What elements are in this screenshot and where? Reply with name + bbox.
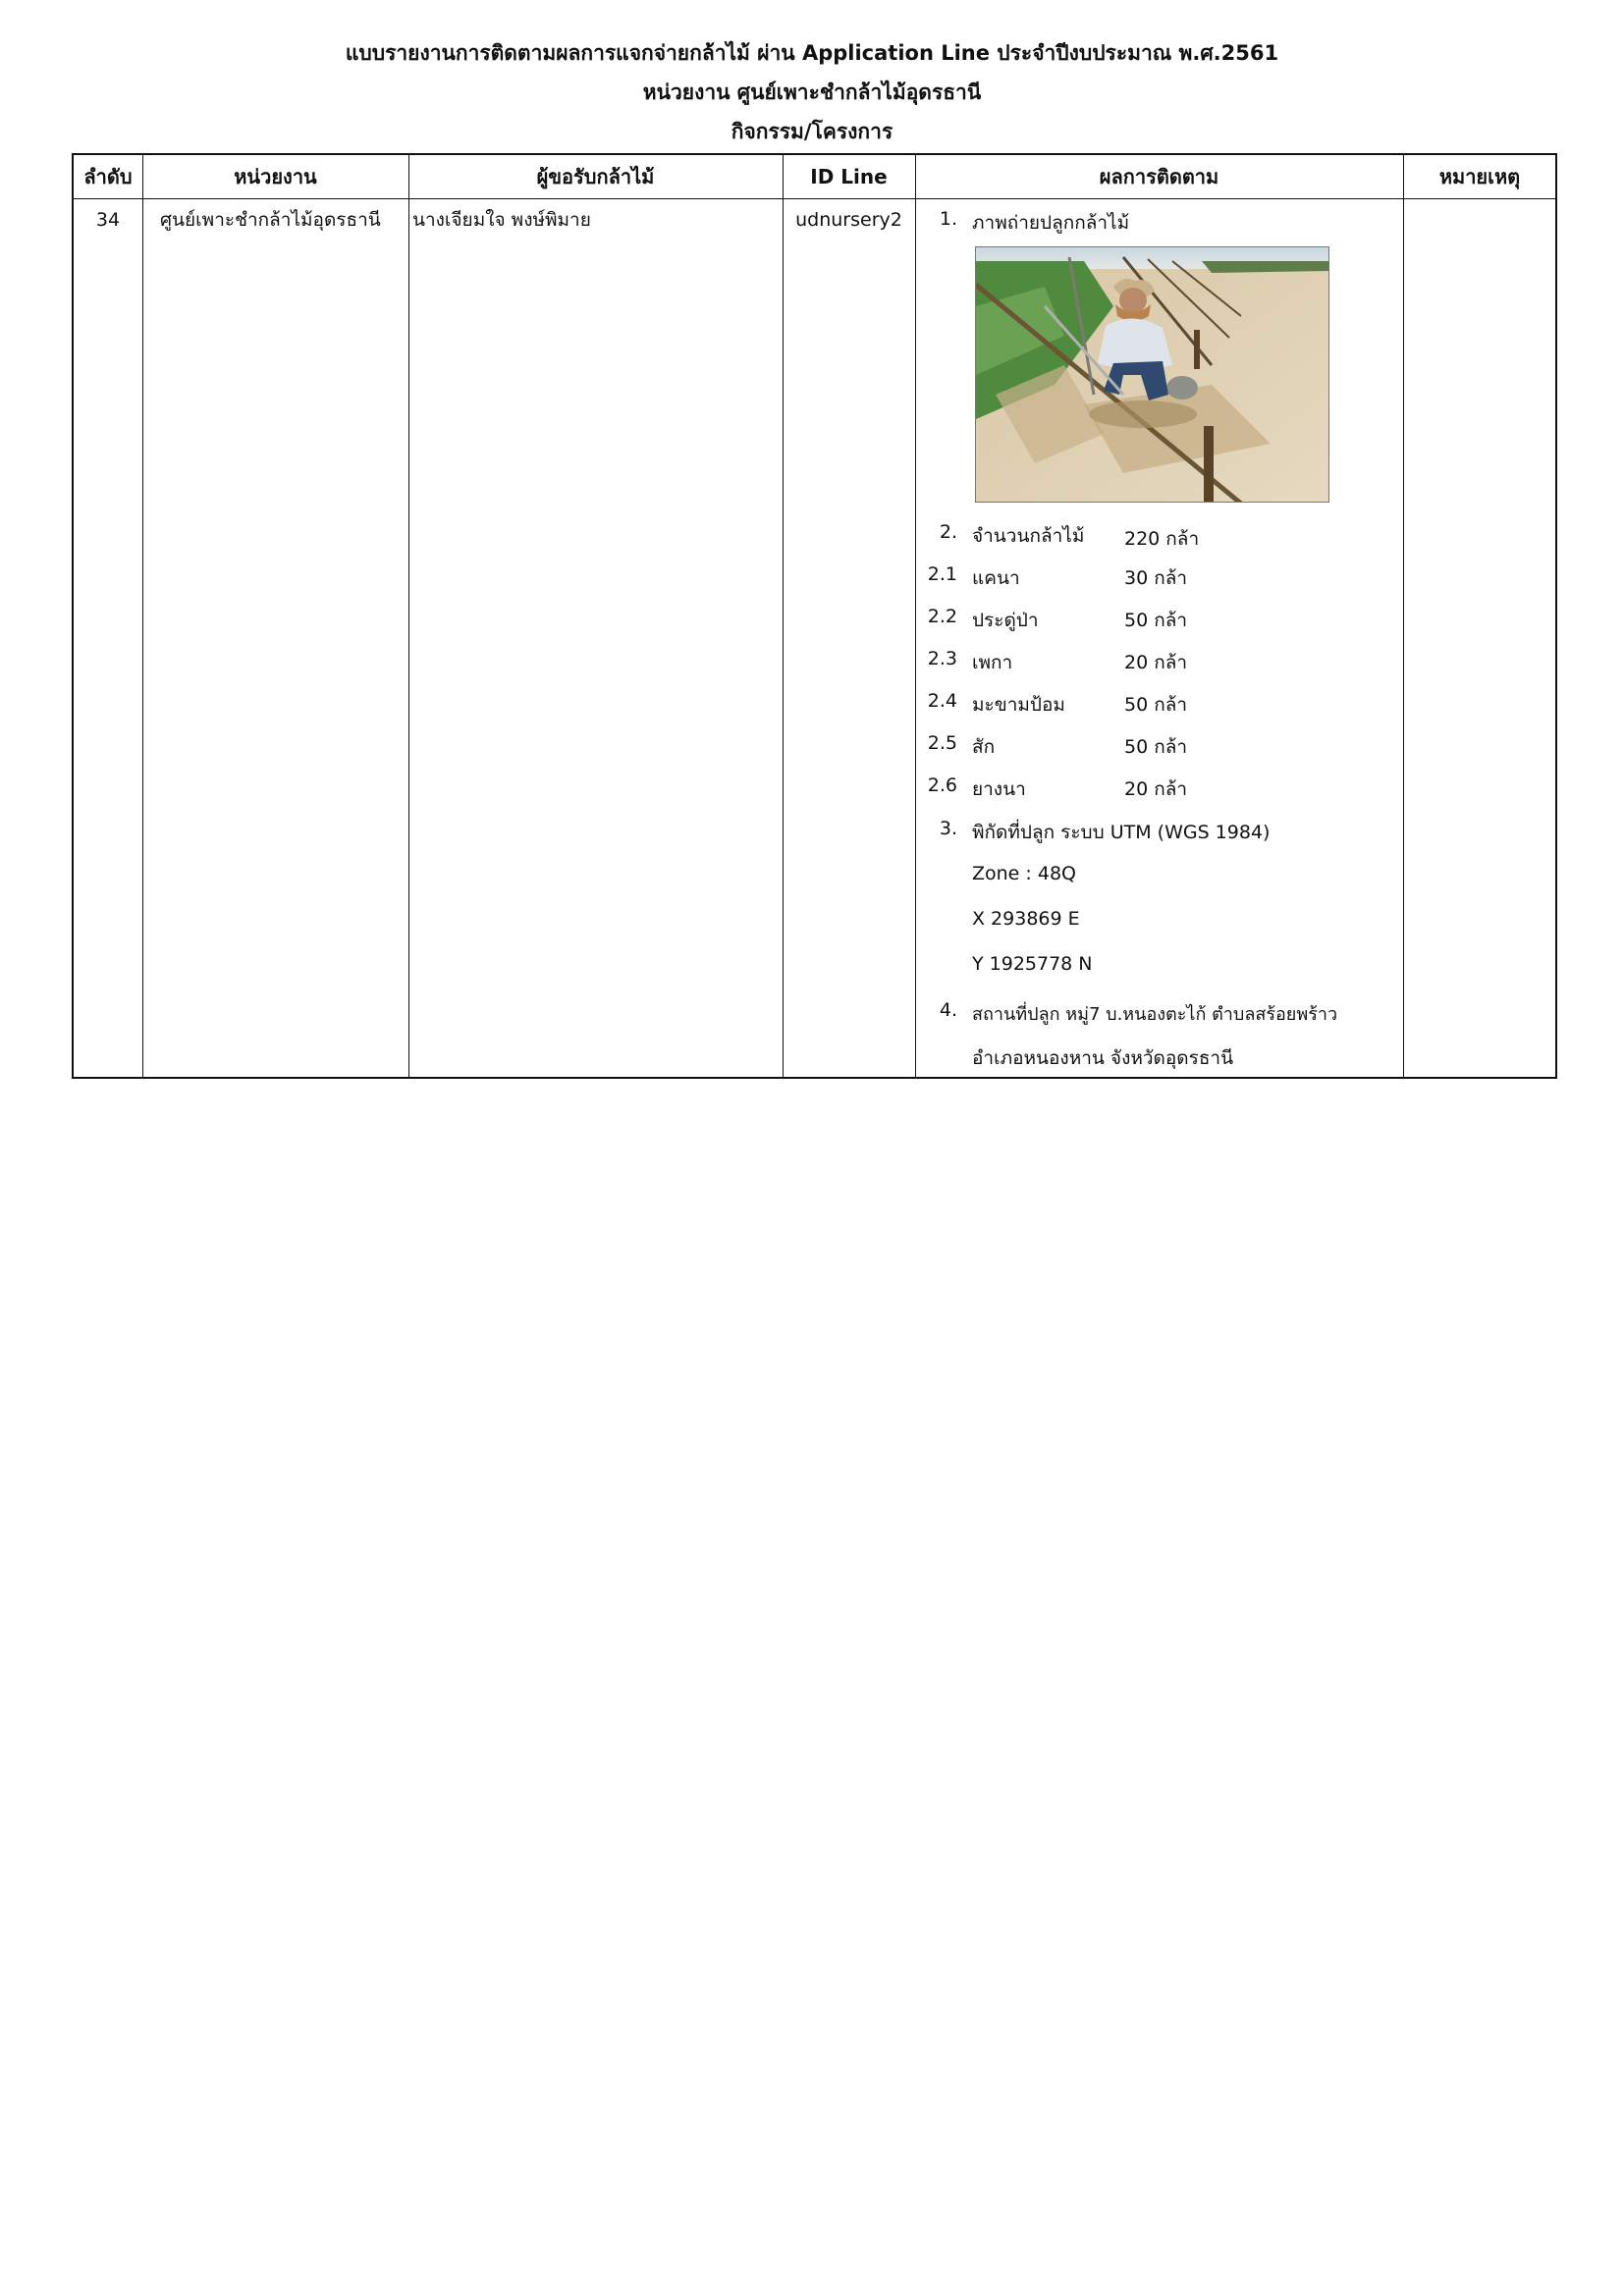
- species-number: 2.3: [927, 648, 957, 669]
- species-number: 2.1: [927, 563, 957, 585]
- result-item2-number: 2.: [939, 521, 957, 543]
- species-name: ยางนา: [972, 778, 1026, 800]
- cell-id-line: udnursery2: [795, 209, 902, 231]
- column-divider: [915, 155, 916, 1077]
- species-qty: 50 กล้า: [1124, 736, 1188, 758]
- column-divider: [1403, 155, 1404, 1077]
- cell-requester: นางเจียมใจ พงษ์พิมาย: [412, 209, 591, 231]
- utm-y: Y 1925778 N: [972, 953, 1093, 975]
- result-item2-text: จำนวนกล้าไม้: [972, 525, 1085, 547]
- activity-heading: กิจกรรม/โครงการ: [731, 120, 893, 143]
- species-name: ประดู่ป่า: [972, 610, 1039, 631]
- planting-photo-image: [976, 247, 1329, 503]
- planting-photo: [975, 246, 1329, 503]
- report-table: [72, 153, 1557, 1079]
- column-header-result: ผลการติดตาม: [1099, 165, 1219, 188]
- utm-x: X 293869 E: [972, 908, 1080, 930]
- result-item4-text: สถานที่ปลูก หมู่7 บ.หนองตะไก้ ตำบลสร้อยพร้าว: [972, 1004, 1338, 1025]
- report-title: แบบรายงานการติดตามผลการแจกจ่ายกล้าไม้ ผ่าน Application Line ประจำปีงบประมาณ พ.ศ.2561: [345, 41, 1279, 65]
- header-divider: [74, 198, 1555, 199]
- species-number: 2.6: [927, 774, 957, 796]
- species-name: มะขามป้อม: [972, 694, 1065, 716]
- unit-heading: หน่วยงาน ศูนย์เพาะชำกล้าไม้อุดรธานี: [642, 80, 982, 104]
- result-item4-line2: อำเภอหนองหาน จังหวัดอุดรธานี: [972, 1047, 1234, 1069]
- column-header-unit: หน่วยงาน: [234, 165, 317, 188]
- species-qty: 20 กล้า: [1124, 778, 1188, 800]
- species-number: 2.5: [927, 732, 957, 754]
- result-item1-text: ภาพถ่ายปลูกกล้าไม้: [972, 212, 1130, 234]
- result-item3-number: 3.: [939, 818, 957, 839]
- column-header-id-line: ID Line: [810, 165, 888, 188]
- column-divider: [142, 155, 143, 1077]
- column-divider: [783, 155, 784, 1077]
- species-number: 2.2: [927, 606, 957, 627]
- species-qty: 50 กล้า: [1124, 610, 1188, 631]
- species-number: 2.4: [927, 690, 957, 712]
- species-name: เพกา: [972, 652, 1013, 673]
- column-header-remark: หมายเหตุ: [1438, 165, 1521, 188]
- species-qty: 50 กล้า: [1124, 694, 1188, 716]
- column-header-order: ลำดับ: [83, 165, 133, 188]
- species-name: แคนา: [972, 567, 1020, 589]
- column-header-requester: ผู้ขอรับกล้าไม้: [536, 165, 655, 188]
- cell-order: 34: [95, 209, 121, 231]
- result-item3-text: พิกัดที่ปลูก ระบบ UTM (WGS 1984): [972, 822, 1271, 843]
- column-divider: [408, 155, 409, 1077]
- species-qty: 30 กล้า: [1124, 567, 1188, 589]
- cell-unit: ศูนย์เพาะชำกล้าไม้อุดรธานี: [160, 209, 381, 231]
- result-item2-qty: 220 กล้า: [1124, 528, 1200, 550]
- utm-zone: Zone : 48Q: [972, 863, 1076, 884]
- result-item4-number: 4.: [939, 999, 957, 1021]
- result-item1-number: 1.: [939, 208, 957, 230]
- species-name: สัก: [972, 736, 996, 758]
- species-qty: 20 กล้า: [1124, 652, 1188, 673]
